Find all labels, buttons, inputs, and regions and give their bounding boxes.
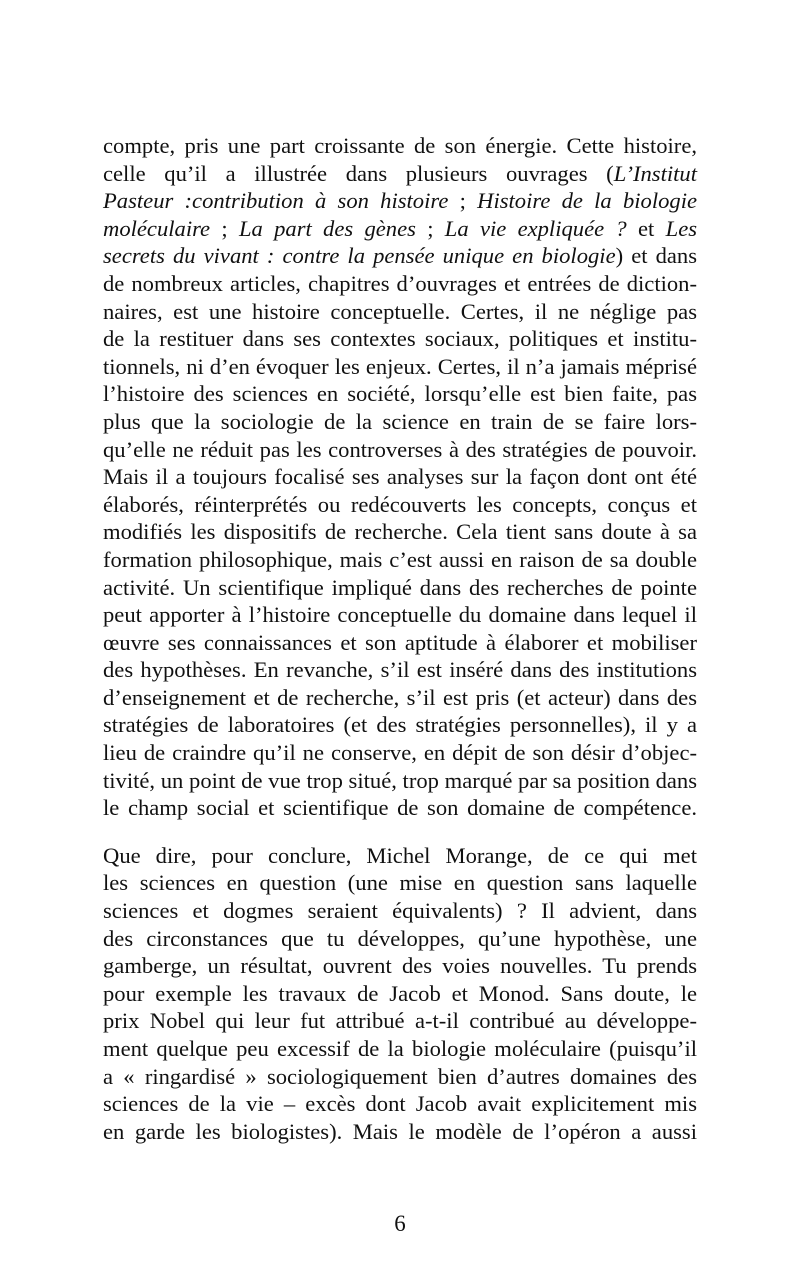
text-segment: ; — [210, 215, 239, 241]
text-line — [103, 842, 697, 870]
text-line — [103, 739, 697, 767]
text-segment: a « ringardisé » sociologiquement bien d’autres domaines des — [103, 1063, 697, 1089]
text-line — [103, 325, 697, 353]
text-line — [103, 684, 697, 712]
text-segment: tionnels, ni d’en évoquer les enjeux. Certes, il n’a jamais méprisé — [103, 353, 697, 379]
body-text — [103, 132, 697, 1165]
text-segment: qu’elle ne réduit pas les controverses à des stratégies de pouvoir. — [103, 436, 697, 462]
text-segment: pour exemple les travaux de Jacob et Monod. Sans doute, le — [103, 980, 697, 1006]
text-line — [103, 1118, 697, 1146]
paragraph — [103, 842, 697, 1146]
text-segment: sciences et dogmes seraient équivalents) ? Il advient, dans — [103, 898, 697, 924]
text-segment: élaborés, réinterprétés ou redécouverts les concepts, conçus et — [103, 491, 697, 517]
text-segment: les sciences en question (une mise en question sans laquelle — [103, 870, 697, 896]
text-line — [103, 215, 697, 243]
text-line — [103, 436, 697, 464]
text-segment: activité. Un scientifique impliqué dans des recherches de pointe — [103, 574, 697, 600]
text-line — [103, 132, 697, 160]
text-line — [103, 408, 697, 436]
text-segment: des circonstances que tu développes, qu’une hypothèse, une — [103, 925, 697, 951]
text-line — [103, 711, 697, 739]
paragraph — [103, 132, 697, 822]
text-segment: tivité, un point de vue trop situé, trop marqué par sa position dans — [103, 767, 697, 793]
text-line — [103, 794, 697, 822]
text-line — [103, 518, 697, 546]
text-line — [103, 298, 697, 326]
text-segment: gamberge, un résultat, ouvrent des voies nouvelles. Tu prends — [103, 953, 697, 979]
text-segment: peut apporter à l’histoire conceptuelle du domaine dans lequel il — [103, 602, 697, 628]
text-line — [103, 187, 697, 215]
text-segment: en garde les biologistes). Mais le modèle de l’opéron a aussi — [103, 1118, 697, 1144]
italic-title: La vie expliquée ? — [444, 215, 627, 241]
text-line — [103, 380, 697, 408]
italic-title: moléculaire — [103, 215, 211, 241]
text-line — [103, 491, 697, 519]
text-segment: plus que la sociologie de la science en train de se faire lors- — [103, 408, 697, 434]
text-segment: de nombreux articles, chapitres d’ouvrages et entrées de diction- — [103, 270, 697, 296]
text-line — [103, 242, 697, 270]
text-segment: ; — [415, 215, 445, 241]
text-line — [103, 463, 697, 491]
text-segment: modifiés les dispositifs de recherche. Cela tient sans doute à sa — [103, 519, 697, 545]
text-line — [103, 546, 697, 574]
text-segment: œuvre ses connaissances et son aptitude à élaborer et mobiliser — [103, 629, 697, 655]
text-segment: de la restituer dans ses contextes sociaux, politiques et institu- — [103, 326, 697, 352]
text-line — [103, 897, 697, 925]
text-segment: Que dire, pour conclure, Michel Morange, de ce qui met — [103, 842, 697, 868]
text-line — [103, 353, 697, 381]
page-number: 6 — [394, 1211, 406, 1236]
text-line — [103, 1063, 697, 1091]
text-segment: stratégies de laboratoires (et des stratégies personnelles), il y a — [103, 712, 697, 738]
text-line — [103, 1007, 697, 1035]
text-line — [103, 629, 697, 657]
text-line — [103, 270, 697, 298]
italic-title: secrets du vivant : contre la pensée unique en biologie — [103, 243, 616, 269]
text-segment: ) et dans — [615, 243, 697, 269]
text-segment: ment quelque peu excessif de la biologie moléculaire (puisqu’il — [103, 1036, 697, 1061]
italic-title: Les — [665, 215, 698, 241]
italic-title: Pasteur :contribution à son histoire — [103, 188, 449, 214]
text-line — [103, 1035, 697, 1063]
text-segment: et — [626, 215, 666, 241]
text-segment: naires, est une histoire conceptuelle. Certes, il ne néglige pas — [103, 298, 697, 324]
text-line — [103, 869, 697, 897]
text-segment: celle qu’il a illustrée dans plusieurs ouvrages ( — [103, 160, 614, 186]
text-line — [103, 1090, 697, 1118]
text-segment: sciences de la vie – excès dont Jacob avait explicitement mis — [103, 1091, 697, 1117]
text-line — [103, 656, 697, 684]
text-segment: ; — [448, 188, 478, 214]
text-line — [103, 952, 697, 980]
text-segment: Mais il a toujours focalisé ses analyses sur la façon dont ont été — [103, 464, 697, 490]
text-segment: prix Nobel qui leur fut attribué a-t-il contribué au développe- — [103, 1008, 697, 1034]
italic-title: L’Institut — [613, 160, 697, 186]
text-segment: l’histoire des sciences en société, lorsqu’elle est bien faite, pas — [103, 381, 697, 407]
italic-title: Histoire de la biologie — [477, 188, 698, 214]
text-segment: le champ social et scientifique de son domaine de compétence. — [103, 795, 697, 821]
text-line — [103, 925, 697, 953]
text-segment: des hypothèses. En revanche, s’il est inséré dans des institutions — [103, 657, 697, 683]
text-line — [103, 160, 697, 188]
text-line — [103, 980, 697, 1008]
text-line — [103, 574, 697, 602]
italic-title: La part des gènes — [238, 215, 416, 241]
text-segment: lieu de craindre qu’il ne conserve, en dépit de son désir d’objec- — [103, 740, 697, 766]
text-line — [103, 767, 697, 795]
text-segment: compte, pris une part croissante de son énergie. Cette histoire, — [103, 133, 697, 158]
text-segment: formation philosophique, mais c’est aussi en raison de sa double — [103, 546, 697, 572]
text-segment: d’enseignement et de recherche, s’il est pris (et acteur) dans des — [103, 684, 697, 710]
text-line — [103, 601, 697, 629]
